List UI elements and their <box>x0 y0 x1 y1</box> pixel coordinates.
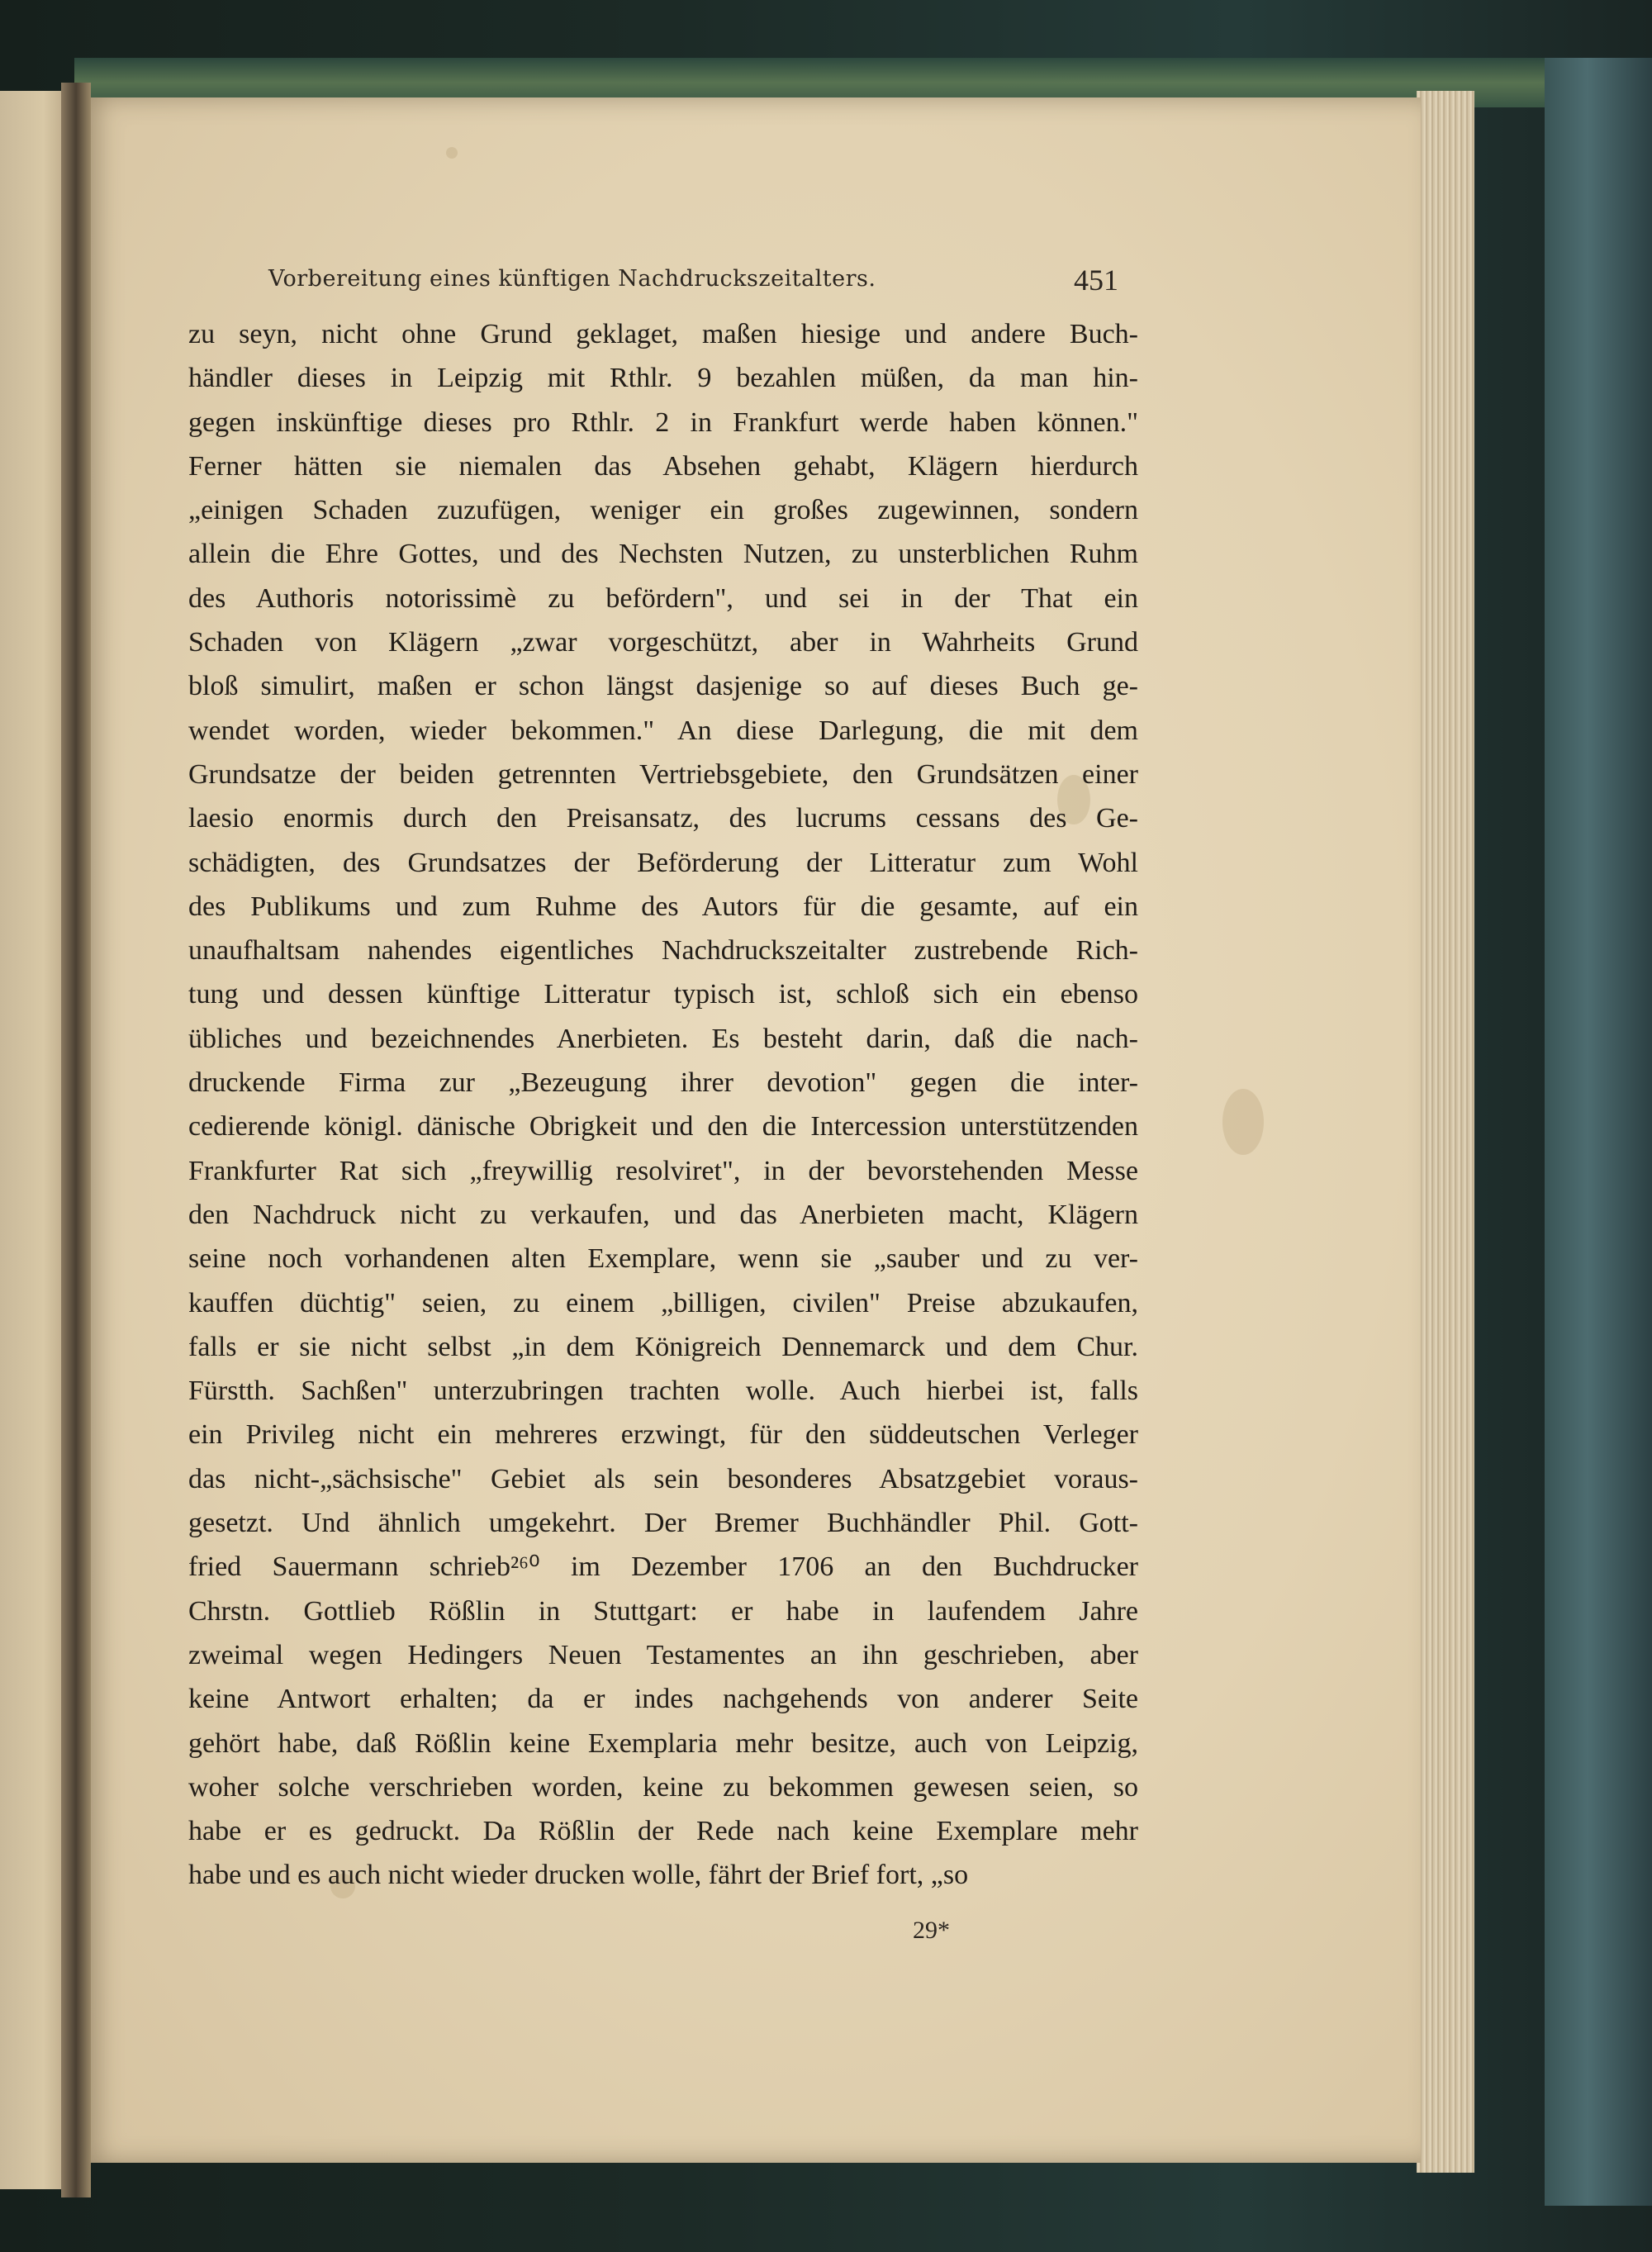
text-line: übliches und bezeichnendes Anerbieten. Es besteht darin, daß die nach- <box>188 1023 1138 1054</box>
text-line: Frankfurter Rat sich „freywillig resolviret", in der bevorstehenden Messe <box>188 1155 1138 1186</box>
text-line: druckende Firma zur „Bezeugung ihrer devotion" gegen die inter- <box>188 1067 1138 1099</box>
running-head: Vorbereitung eines künftigen Nachdruckszeitalters. <box>268 266 876 292</box>
body-text <box>188 312 1138 1898</box>
text-line: woher solche verschrieben worden, keine zu bekommen gewesen seien, so <box>188 1771 1138 1803</box>
text-line: schädigten, des Grundsatzes der Beförderung der Litteratur zum Wohl <box>188 847 1138 878</box>
cover-right-edge <box>1545 58 1652 2206</box>
text-line: Fürstth. Sachßen" unterzubringen trachten wolle. Auch hierbei ist, falls <box>188 1375 1138 1407</box>
text-line: ein Privileg nicht ein mehreres erzwingt, für den süddeutschen Verleger <box>188 1419 1138 1451</box>
text-line: cedierende königl. dänische Obrigkeit und den die Intercession unterstützenden <box>188 1111 1138 1143</box>
text-line: laesio enormis durch den Preisansatz, des lucrums cessans des Ge- <box>188 803 1138 834</box>
text-line: gehört habe, daß Rößlin keine Exemplaria mehr besitze, auch von Leipzig, <box>188 1727 1138 1759</box>
page-edges-stack <box>1417 91 1474 2173</box>
text-line: Schaden von Klägern „zwar vorgeschützt, aber in Wahrheits Grund <box>188 627 1138 658</box>
text-line: „einigen Schaden zuzufügen, weniger ein großes zugewinnen, sondern <box>188 495 1138 526</box>
text-line: Ferner hätten sie niemalen das Absehen gehabt, Klägern hierdurch <box>188 450 1138 482</box>
text-line: zweimal wegen Hedingers Neuen Testamentes an ihn geschrieben, aber <box>188 1639 1138 1670</box>
text-line: zu seyn, nicht ohne Grund geklaget, maßen hiesige und andere Buch- <box>188 319 1138 349</box>
text-line: falls er sie nicht selbst „in dem Königreich Dennemarck und dem Chur. <box>188 1331 1138 1362</box>
text-line: händler dieses in Leipzig mit Rthlr. 9 bezahlen müßen, da man hin- <box>188 363 1138 394</box>
text-line: allein die Ehre Gottes, und des Nechsten Nutzen, zu unsterblichen Ruhm <box>188 539 1138 570</box>
text-line: tung und dessen künftige Litteratur typisch ist, schloß sich ein ebenso <box>188 979 1138 1010</box>
text-line: habe er es gedruckt. Da Rößlin der Rede nach keine Exemplare mehr <box>188 1816 1138 1847</box>
text-line: kauffen düchtig" seien, zu einem „billigen, civilen" Preise abzukaufen, <box>188 1287 1138 1318</box>
text-line: unaufhaltsam nahendes eigentliches Nachdruckszeitalter zustrebende Rich- <box>188 935 1138 967</box>
text-line: den Nachdruck nicht zu verkaufen, und das Anerbieten macht, Klägern <box>188 1199 1138 1230</box>
page-number: 451 <box>1074 264 1118 297</box>
text-line: fried Sauermann schrieb²⁶⁰ im Dezember 1706 an den Buchdrucker <box>188 1551 1138 1583</box>
page-gutter <box>61 83 91 2197</box>
text-line: keine Antwort erhalten; da er indes nachgehends von anderer Seite <box>188 1684 1138 1715</box>
text-line: habe und es auch nicht wieder drucken wolle, fährt der Brief fort, „so <box>188 1860 969 1891</box>
text-line: Grundsatze der beiden getrennten Vertriebsgebiete, den Grundsätzen einer <box>188 758 1138 790</box>
text-line: wendet worden, wieder bekommen." An diese Darlegung, die mit dem <box>188 715 1138 746</box>
text-line: bloß simulirt, maßen er schon längst dasjenige so auf dieses Buch ge- <box>188 671 1138 702</box>
text-line: gesetzt. Und ähnlich umgekehrt. Der Bremer Buchhändler Phil. Gott- <box>188 1508 1138 1539</box>
text-line: des Publikums und zum Ruhme des Autors für die gesamte, auf ein <box>188 891 1138 922</box>
text-line: das nicht-„sächsische" Gebiet als sein besonderes Absatzgebiet voraus- <box>188 1463 1138 1494</box>
text-line: Chrstn. Gottlieb Rößlin in Stuttgart: er habe in laufendem Jahre <box>188 1595 1138 1627</box>
text-line: seine noch vorhandenen alten Exemplare, wenn sie „sauber und zu ver- <box>188 1243 1138 1275</box>
text-line: gegen inskünftige dieses pro Rthlr. 2 in Frankfurt werde haben können." <box>188 406 1138 438</box>
text-line: des Authoris notorissimè zu befördern", und sei in der That ein <box>188 582 1138 614</box>
signature-mark: 29* <box>913 1917 950 1944</box>
